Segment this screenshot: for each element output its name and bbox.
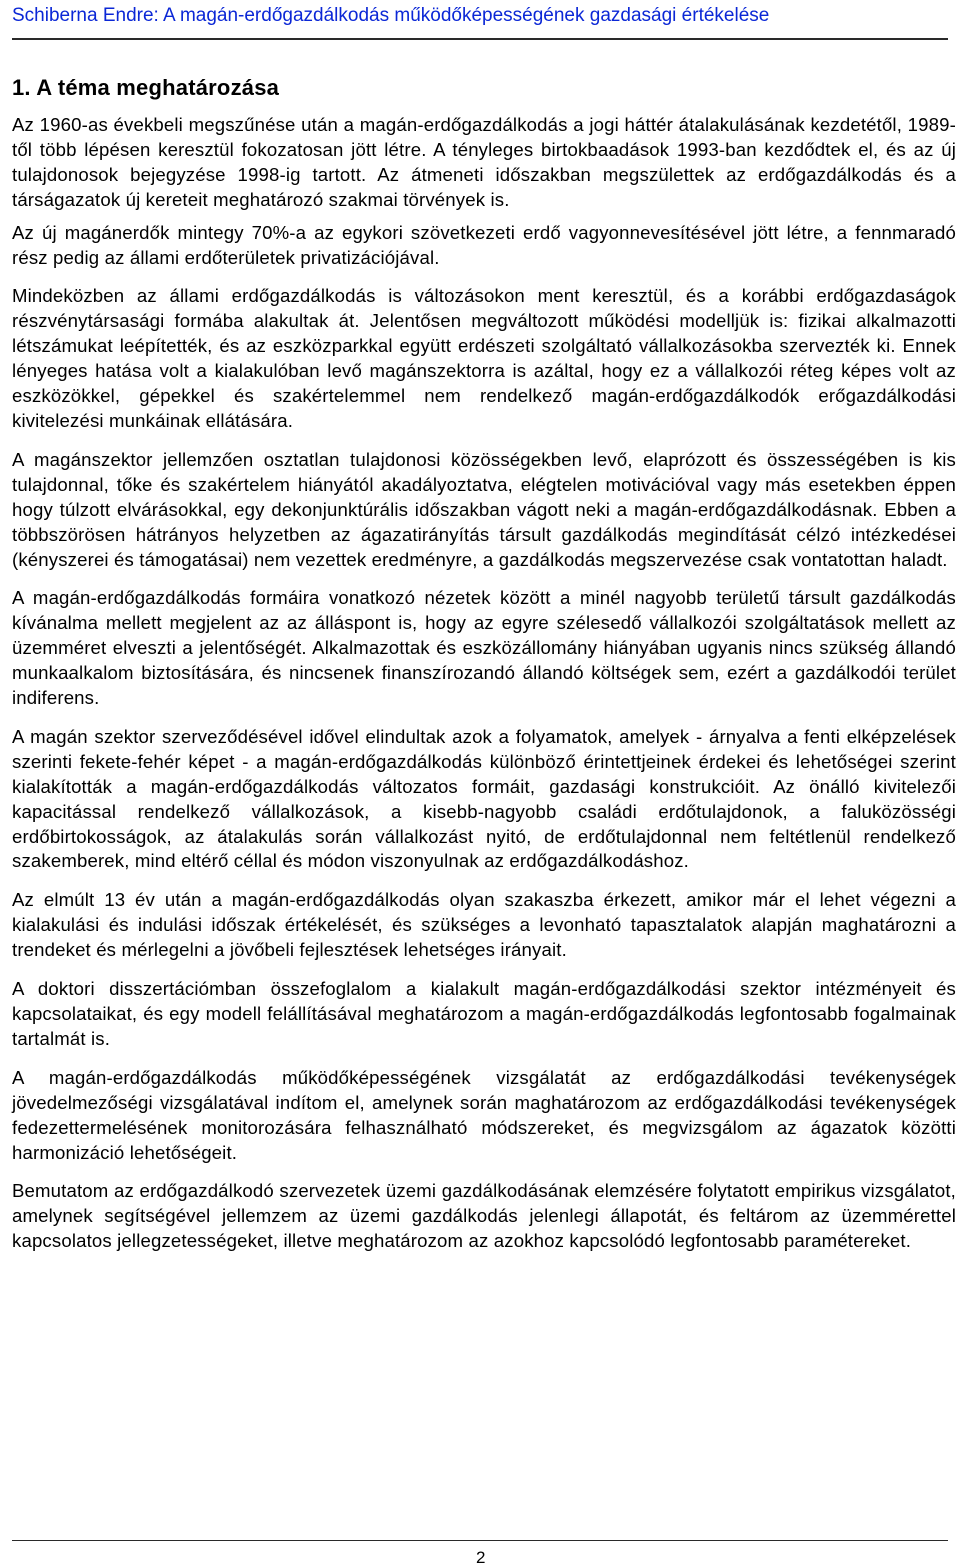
section-title: 1. A téma meghatározása [12, 75, 280, 100]
paragraph: Mindeközben az állami erdőgazdálkodás is változásokon ment keresztül, és a korábbi erdőgazdaságok részvénytársasági formába alakultak át. Jelentősen megváltozott működési modelljük is: fizikai alkalmazotti létszámukat leépítették, és az eszközparkkal együtt erdészeti szolgáltató vállalkozásokba szervezték ki. Ennek lényeges hatása volt a kialakulóban levő magánszektorra is azáltal, hogy ez a vállalkozói réteg képes volt az eszközökkel, gépekkel és szakértelemmel nem rendelkező magán-erdőgazdálkodók erőgazdálkodási kivitelezési munkáinak ellátására. [12, 285, 956, 431]
page-content [12, 74, 956, 1268]
paragraph: Az 1960-as évekbeli megszűnése után a magán-erdőgazdálkodás a jogi háttér átalakulásának kezdetétől, 1989-től több lépésen keresztül fokozatosan jött létre. A tényleges birtokbaadások 1993-ban kezdődtek el, és az új tulajdonosok bejegyzése 1998-ig tartott. Az átmeneti időszakban megszülettek az erdőgazdálkodás és a társágazatok új kereteit meghatározó szakmai törvények is. [12, 114, 956, 210]
paragraph: A magán-erdőgazdálkodás működőképességének vizsgálatát az erdőgazdálkodási tevékenységek jövedelmezőségi vizsgálatával indítom el, amelynek során maghatározom az erdőgazdálkodási tevékenységek fedezettermelésének monitorozására felhasználható módszereket, és megvizsgálom az ágazatok közötti harmonizáció lehetőségeit. [12, 1066, 956, 1163]
running-header-title: Schiberna Endre: A magán-erdőgazdálkodás működőképességének gazdasági értékelése [12, 5, 770, 26]
page-number: 2 [476, 1548, 486, 1567]
paragraph: A magán szektor szerveződésével idővel elindultak azok a folyamatok, amelyek - árnyalva a fenti elképzelések szerinti fekete-fehér képet - a magán-erdőgazdálkodás különböző érintettjeinek érdekei és lehetőségei szerint kialakították a magán-erdőgazdálkodás változatos formáit, gazdasági konstrukcióit. Az önálló kivitelezői kapacitással rendelkező vállalkozások, a kisebb-nagyobb családi erdőtulajdonok, a faluközösségi erdőbirtokosságok, az átalakulás során vállalkozást nyitó, de erdőtulajdonnal nem feltétlenül rendelkező szakemberek, mind eltérő céllal és módon viszonyulnak az erdőgazdálkodáshoz. [12, 725, 956, 872]
paragraph: A magánszektor jellemzően osztatlan tulajdonosi közösségekben levő, elaprózott és összességében is kis tulajdonnal, tőke és szakértelem hiányától akadályoztatva, elégtelen motivációval vagy más esetekben éppen hogy túlzott elvárásokkal, egy dekonjunktúrális időszakban vágott neki a magán-erdőgazdálkodásnak. Ebben a többszörösen hátrányos helyzetben az ágazatirányítás társult gazdálkodás megindítását célzó intézkedései (kényszerei és támogatásai) nem vezettek eredményre, a gazdálkodás megszervezése csak vontatottan haladt. [12, 448, 956, 570]
paragraph: A doktori disszertációmban összefoglalom a kialakult magán-erdőgazdálkodási szektor intézményeit és kapcsolataikat, és egy modell felállításával meghatározom a magán-erdőgazdálkodás legfontosabb fogalmainak tartalmát is. [12, 978, 956, 1049]
paragraph: Az elmúlt 13 év után a magán-erdőgazdálkodás olyan szakaszba érkezett, amikor már el lehet végezni a kialakulási és indulási időszak értékelését, és szükséges a levonható tapasztalatok alapján maghatározni a trendeket és mérlegelni a jövőbeli fejlesztések lehetséges irányait. [12, 889, 956, 961]
running-header [12, 0, 948, 40]
paragraph: A magán-erdőgazdálkodás formáira vonatkozó nézetek között a minél nagyobb területű társult gazdálkodás kívánalma mellett megjelent az az álláspont is, hogy az egyre szélesedő vállalkozói szolgáltatások mellett az üzemméret elveszti a jelentőségét. Alkalmazottak és eszközállomány hiányában ugyanis nincs szükség állandó munkaalkalom biztosítására, és nincsenek finanszírozandó állandó költségek sem, ezért a gazdálkodói terület indiferens. [12, 587, 956, 709]
paragraph: Az új magánerdők mintegy 70%-a az egykori szövetkezeti erdő vagyonnevesítésével jött létre, a fennmaradó rész pedig az állami erdőterületek privatizációjával. [12, 221, 956, 268]
footer-divider [12, 1540, 948, 1541]
paragraph: Bemutatom az erdőgazdálkodó szervezetek üzemi gazdálkodásának elemzésére folytatott empirikus vizsgálatot, amelynek segítségével jellemzem az üzemi gazdálkodás jelenlegi állapotát, és feltárom az üzemmérettel kapcsolatos jellegzetességeket, illetve meghatározom az azokhoz kapcsolódó legfontosabb paramétereket. [12, 1180, 956, 1252]
